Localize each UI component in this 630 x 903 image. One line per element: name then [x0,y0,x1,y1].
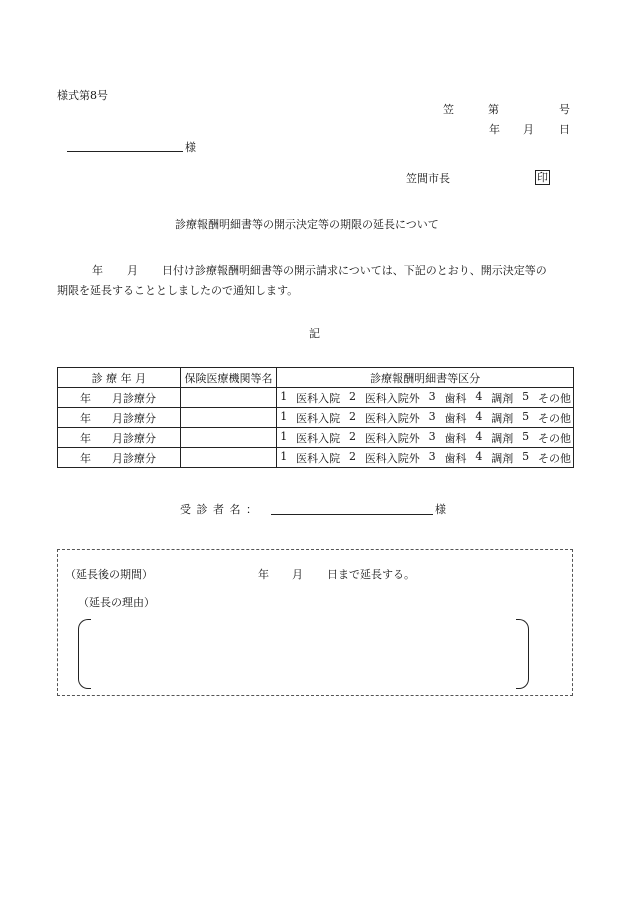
cat-dental: 歯科 [444,451,467,465]
row-categories [277,388,574,408]
form-number: 様式第8号 [57,89,108,102]
row-date [58,388,181,408]
table-header-row [58,368,574,388]
cat-num-3: 3 [428,409,436,423]
cat-num-4: 4 [475,449,483,463]
cat-other: その他 [537,411,571,425]
cat-medical-inpatient: 医科入院 [296,431,341,445]
addressee-line [67,151,183,152]
ref-dai: 第 [488,103,499,116]
cat-num-2: 2 [348,409,356,423]
row-categories [277,428,574,448]
cat-dental: 歯科 [444,391,467,405]
cat-num-1: 1 [280,389,288,403]
cat-num-5: 5 [522,429,530,443]
cat-num-3: 3 [428,389,436,403]
row-month: 月診療分 [112,391,156,405]
cat-pharmacy: 調剤 [491,411,514,425]
cat-dental: 歯科 [444,431,467,445]
cat-num-4: 4 [475,429,483,443]
row-year: 年 [80,451,91,465]
date-month: 月 [523,123,534,136]
row-year: 年 [80,411,91,425]
header-institution: 保険医療機関等名 [180,368,276,388]
cat-medical-inpatient: 医科入院 [296,411,341,425]
extension-day-rest: 日まで延長する。 [327,568,415,581]
cat-num-3: 3 [428,449,436,463]
extension-year: 年 [258,568,269,581]
cat-num-3: 3 [428,429,436,443]
sender-name: 笠間市長 [406,172,450,185]
row-year: 年 [80,391,91,405]
cat-num-5: 5 [522,409,530,423]
table-row [58,408,574,428]
row-institution[interactable] [180,448,276,468]
row-date [58,448,181,468]
ki-heading: 記 [309,327,320,340]
seal-mark: 印 [537,171,548,184]
cat-other: その他 [537,451,571,465]
cat-num-1: 1 [280,409,288,423]
cat-other: その他 [537,431,571,445]
cat-medical-outpatient: 医科入院外 [364,431,420,445]
row-categories [277,448,574,468]
cat-num-2: 2 [348,389,356,403]
cat-medical-outpatient: 医科入院外 [364,391,420,405]
cat-num-5: 5 [522,449,530,463]
extension-period-label: （延長後の期間） [65,568,153,581]
extension-reason-label: （延長の理由） [78,596,155,609]
body-year: 年 [92,264,103,277]
reason-bracket-right [516,619,529,689]
cat-medical-outpatient: 医科入院外 [364,451,420,465]
row-institution[interactable] [180,428,276,448]
cat-medical-outpatient: 医科入院外 [364,411,420,425]
ref-prefix: 笠 [443,103,454,116]
row-institution[interactable] [180,408,276,428]
row-date [58,428,181,448]
row-categories [277,408,574,428]
reason-bracket-left [78,619,91,689]
table-row [58,428,574,448]
detail-table [57,367,574,468]
cat-pharmacy: 調剤 [491,451,514,465]
patient-suffix: 様 [435,503,446,516]
patient-label: 受 診 者 名 ： [180,503,257,516]
header-category: 診療報酬明細書等区分 [277,368,574,388]
ref-go: 号 [559,103,570,116]
cat-other: その他 [537,391,571,405]
cat-num-4: 4 [475,389,483,403]
cat-medical-inpatient: 医科入院 [296,451,341,465]
cat-num-1: 1 [280,449,288,463]
addressee-suffix: 様 [185,141,196,154]
date-year: 年 [489,123,500,136]
document-title: 診療報酬明細書等の開示決定等の期限の延長について [175,218,439,231]
body-line1: 日付け診療報酬明細書等の開示請求については、下記のとおり、開示決定等の [162,264,547,277]
date-day: 日 [559,123,570,136]
body-month: 月 [127,264,138,277]
cat-pharmacy: 調剤 [491,431,514,445]
extension-month: 月 [292,568,303,581]
row-month: 月診療分 [112,451,156,465]
row-month: 月診療分 [112,431,156,445]
cat-num-5: 5 [522,389,530,403]
row-month: 月診療分 [112,411,156,425]
table-row [58,388,574,408]
table-row [58,448,574,468]
cat-medical-inpatient: 医科入院 [296,391,341,405]
row-institution[interactable] [180,388,276,408]
cat-num-1: 1 [280,429,288,443]
cat-dental: 歯科 [444,411,467,425]
cat-pharmacy: 調剤 [491,391,514,405]
cat-num-4: 4 [475,409,483,423]
header-month: 診 療 年 月 [58,368,181,388]
patient-name-line[interactable] [271,514,433,515]
row-year: 年 [80,431,91,445]
row-date [58,408,181,428]
body-line2: 期限を延長することとしましたので通知します。 [57,284,299,297]
cat-num-2: 2 [348,449,356,463]
cat-num-2: 2 [348,429,356,443]
